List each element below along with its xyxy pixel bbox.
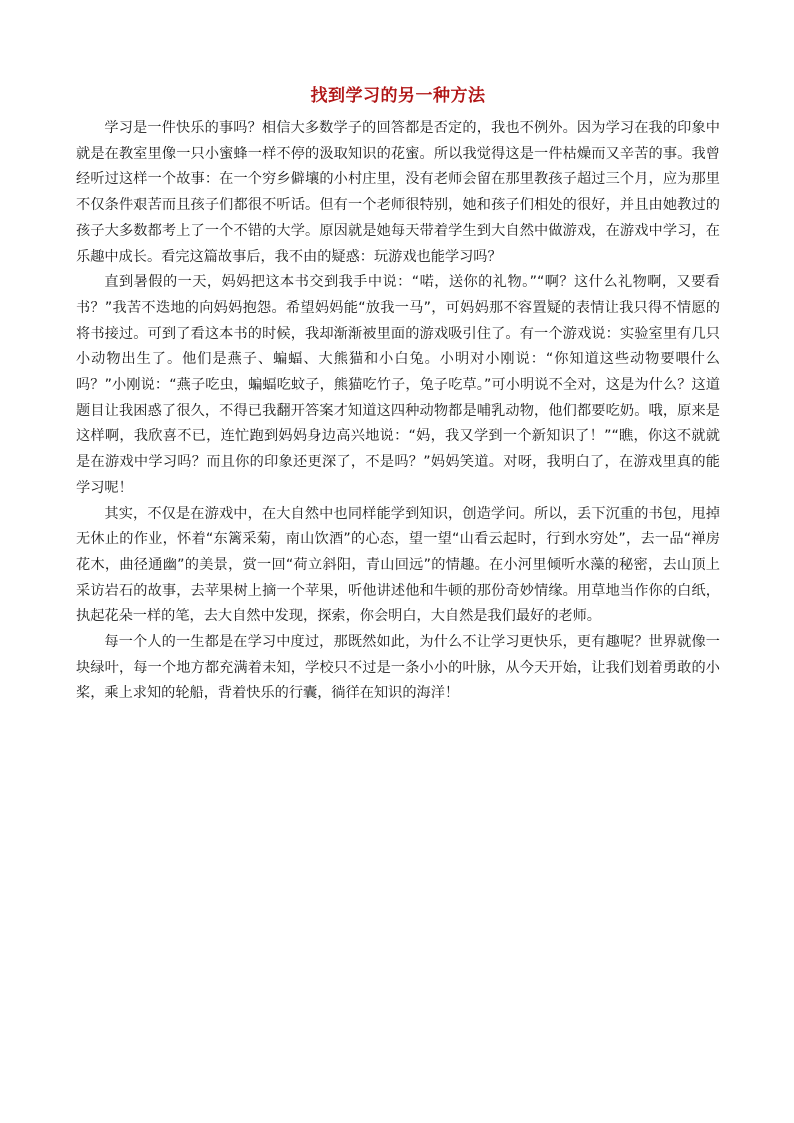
- paragraph-4: 每一个人的一生都是在学习中度过，那既然如此，为什么不让学习更快乐，更有趣呢？世界就像一块绿叶，每一个地方都充满着未知，学校只不过是一条小小的叶脉，从今天开始，让我们划着勇敢的小桨，乘上求知的轮船，背着快乐的行囊，徜徉在知识的海洋！: [76, 634, 720, 702]
- paragraph-3: 其实，不仅是在游戏中，在大自然中也同样能学到知识，创造学问。所以，丢下沉重的书包，甩掉无休止的作业，怀着“东篱采菊，南山饮酒”的心态，望一望“山看云起时，行到水穷处”，去一品“禅房花木，曲径通幽”的美景，赏一回“荷立斜阳，青山回远”的情趣。在小河里倾听水藻的秘密，去山顶上采访岩石的故事，去苹果树上摘一个苹果，听他讲述他和牛顿的那份奇妙情缘。用草地当作你的白纸，执起花朵一样的笔，去大自然中发现，探索，你会明白，大自然是我们最好的老师。: [76, 505, 720, 625]
- paragraph-2: 直到暑假的一天，妈妈把这本书交到我手中说：“喏，送你的礼物。”“啊？这什么礼物啊，又要看书？”我苦不迭地的向妈妈抱怨。希望妈妈能“放我一马”，可妈妈那不容置疑的表情让我只得不情愿的将书接过。可到了看这本书的时候，我却渐渐被里面的游戏吸引住了。有一个游戏说：实验室里有几只小动物出生了。他们是燕子、蝙蝠、大熊猫和小白兔。小明对小刚说：“你知道这些动物要喂什么吗？”小刚说：“燕子吃虫，蝙蝠吃蚊子，熊猫吃竹子，兔子吃草。”可小明说不全对，这是为什么？这道题目让我困惑了很久，不得已我翻开答案才知道这四种动物都是哺乳动物，他们都要吃奶。哦，原来是这样啊，我欣喜不已，连忙跑到妈妈身边高兴地说：“妈，我又学到一个新知识了！”“瞧，你这不就就是在游戏中学习吗？而且你的印象还更深了，不是吗？”妈妈笑道。对呀，我明白了，在游戏里真的能学习呢！: [76, 274, 720, 496]
- paragraph-1: 学习是一件快乐的事吗？相信大多数学子的回答都是否定的，我也不例外。因为学习在我的印象中就是在教室里像一只小蜜蜂一样不停的汲取知识的花蜜。所以我觉得这是一件枯燥而又辛苦的事。我曾经听过这样一个故事：在一个穷乡僻壤的小村庄里，没有老师会留在那里教孩子超过三个月，应为那里不仅条件艰苦而且孩子们都很不听话。但有一个老师很特别，她和孩子们相处的很好，并且由她教过的孩子大多数都考上了一个不错的大学。原因就是她每天带着学生到大自然中做游戏，在游戏中学习，在乐趣中成长。看完这篇故事后，我不由的疑惑：玩游戏也能学习吗？: [76, 120, 720, 265]
- document-page: [76, 84, 720, 707]
- page-title: 找到学习的另一种方法: [310, 86, 486, 106]
